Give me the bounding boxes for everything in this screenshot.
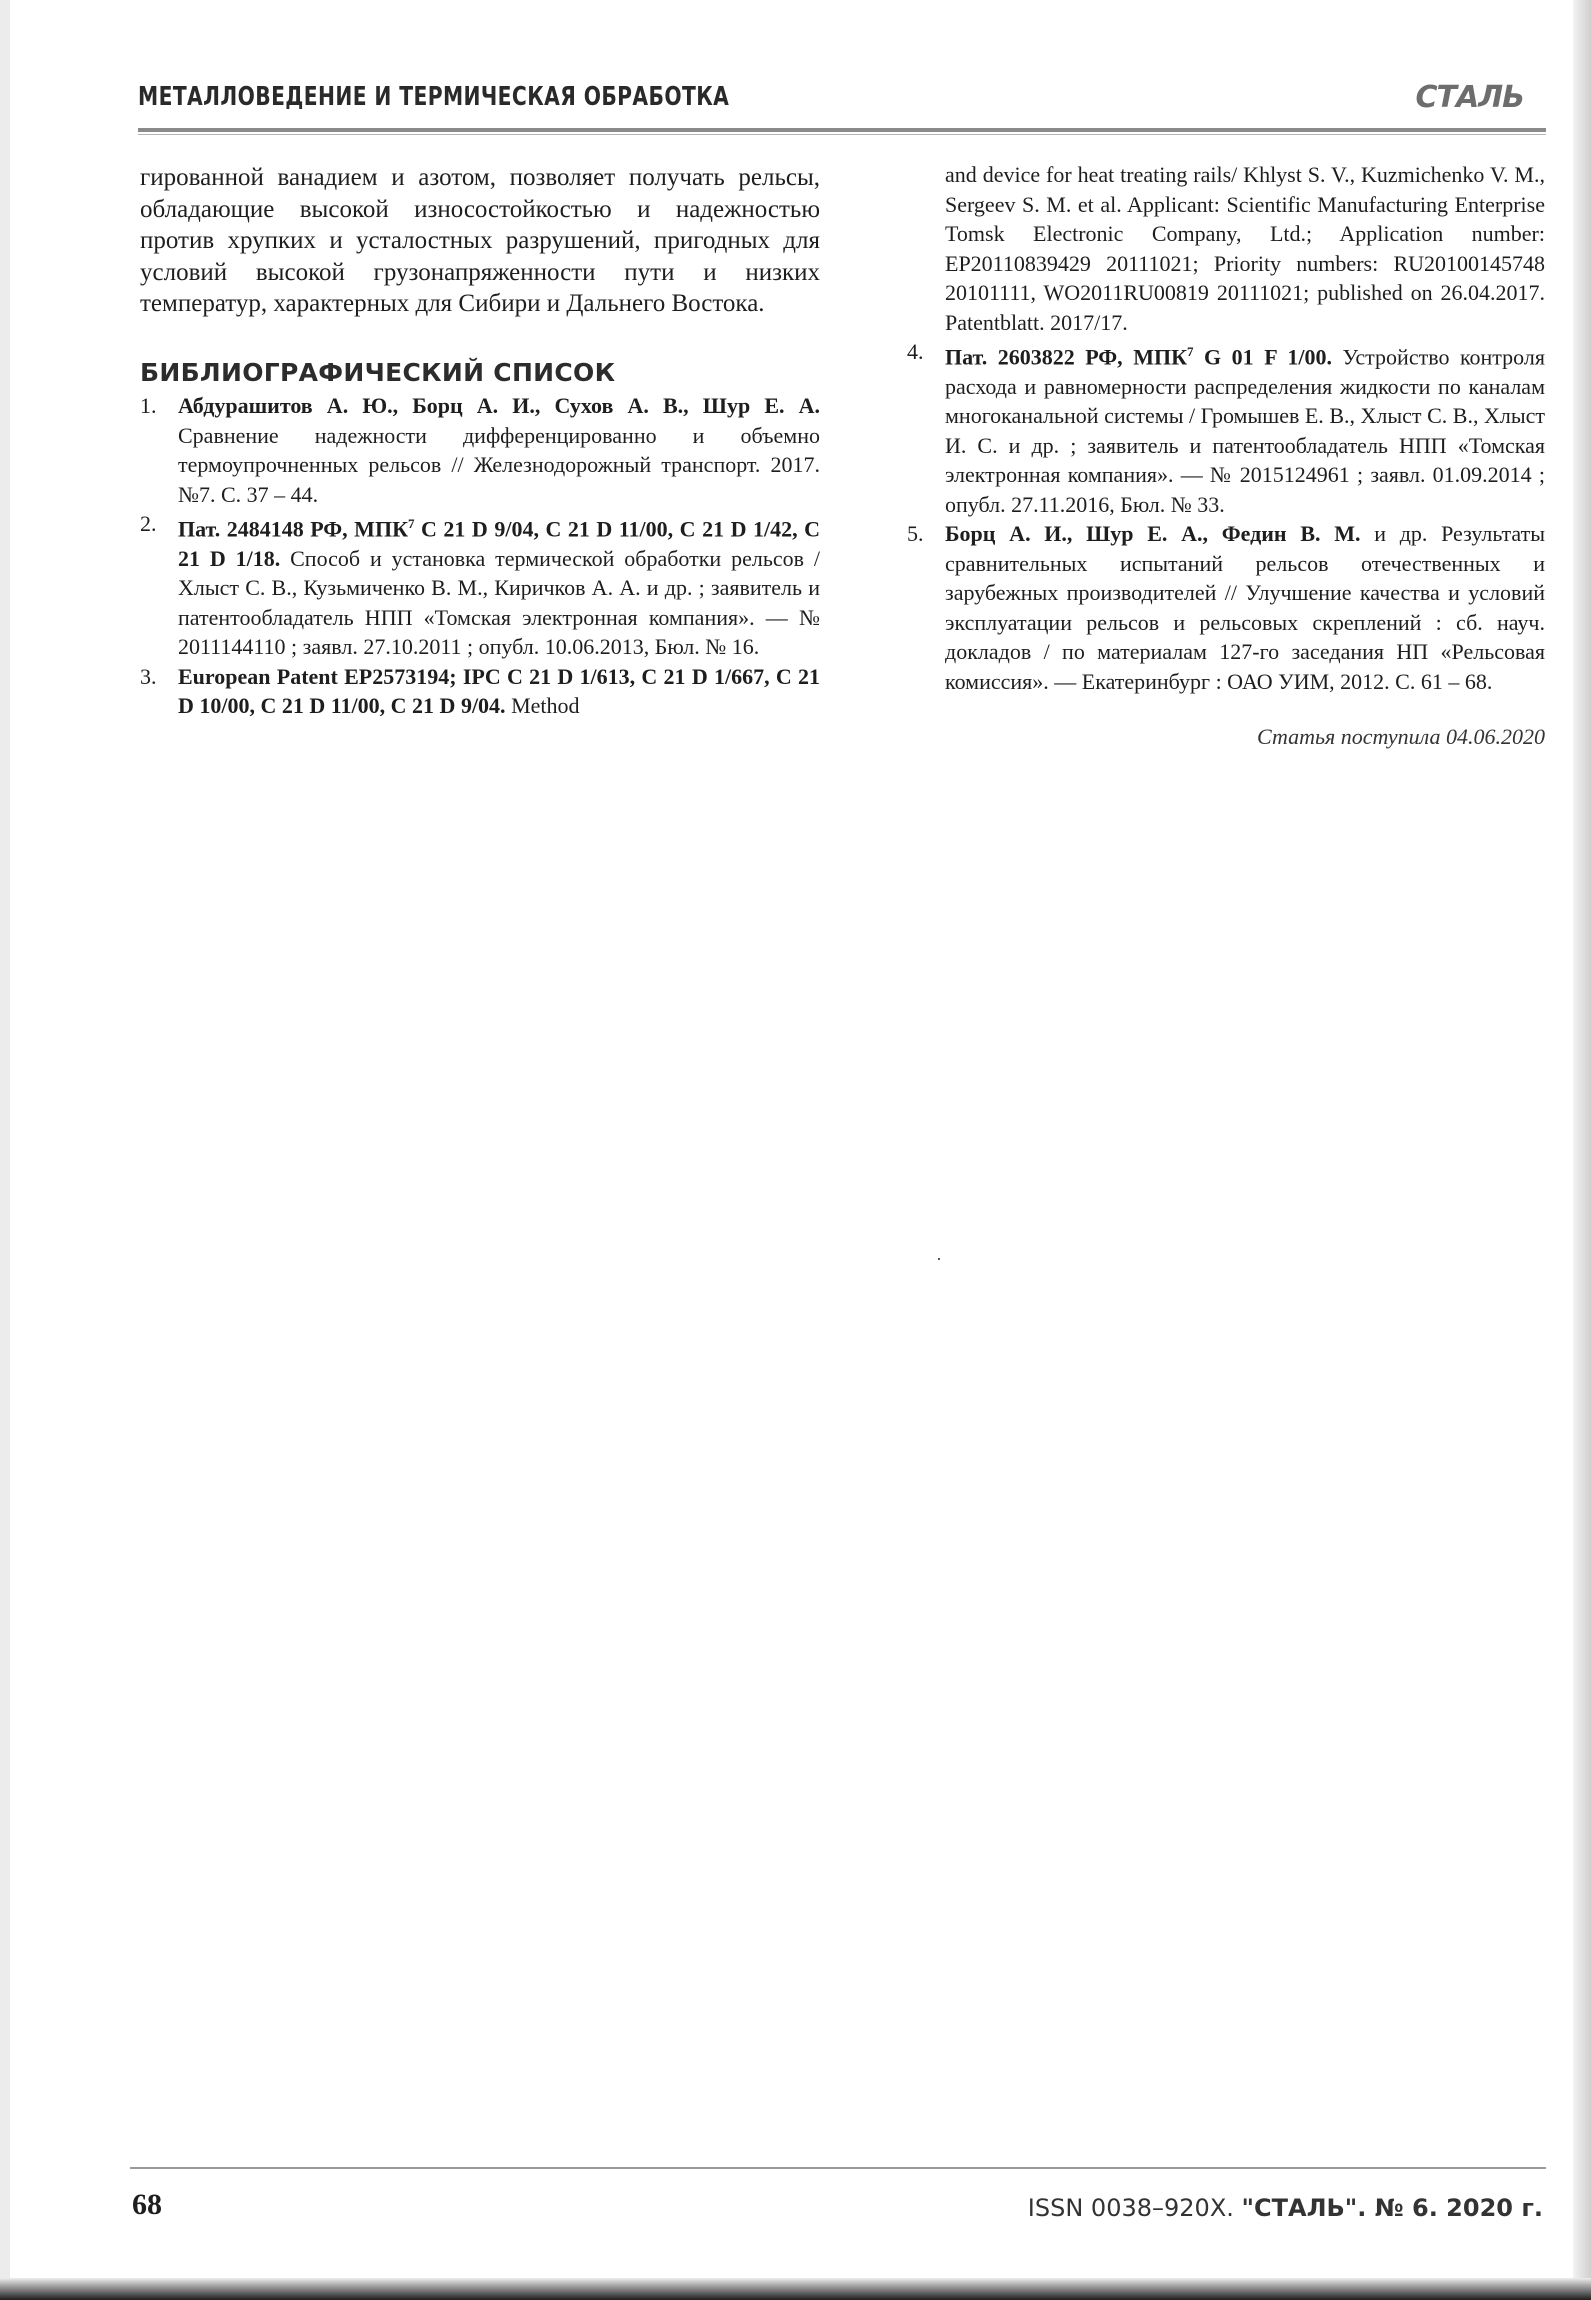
reference-text: Устройство контроля расхода и равномерности распределения жидкости по каналам многоканальной системы / Громышев Е. В., Хлыст С. В., Хлыст И. С. и др. ; заявитель и патентообладатель НПП «Томская электронная компания». — № 2015124961 ; заявл. 01.09.2014 ; опубл. 27.11.2016, Бюл. № 33. bbox=[945, 344, 1545, 517]
page-bottom-edge bbox=[0, 2278, 1591, 2300]
reference-sup: 7 bbox=[1187, 344, 1194, 359]
reference-number: 4. bbox=[907, 339, 924, 364]
right-column bbox=[907, 160, 1545, 752]
reference-item bbox=[907, 519, 1545, 696]
left-column bbox=[140, 162, 820, 721]
reference-text: Способ и установка термической обработки рельсов / Хлыст С. В., Кузьмиченко В. М., Киричков А. А. и др. ; заявитель и патентообладатель НПП «Томская электронная компания». — № 2011144110 ; заявл. 27.10.2011 ; опубл. 10.06.2013, Бюл. № 16. bbox=[178, 545, 820, 660]
reference-number: 5. bbox=[907, 521, 924, 547]
reference-patent: Пат. 2603822 РФ, МПК bbox=[945, 344, 1188, 370]
reference-sup: 7 bbox=[408, 516, 415, 531]
reference-number: 1. bbox=[140, 393, 157, 418]
reference-item bbox=[140, 509, 820, 662]
reference-continuation: and device for heat treating rails/ Khlyst S. V., Kuzmichenko V. M., Sergeev S. M. et al. Applicant: Scientific Manufacturing Enterprise Tomsk Electronic Company, Ltd.; Application number: EP20110839429 20111021; Priority numbers: RU20100145748 20101111, WO2011RU00819 20111021; published on 26.04.2017. Patentblatt. 2017/17. bbox=[945, 162, 1545, 335]
reference-item bbox=[140, 662, 820, 721]
reference-item bbox=[140, 391, 820, 509]
footer-journal-issue: "СТАЛЬ". № 6. 2020 г. bbox=[1241, 2194, 1543, 2222]
bibliography-title: БИБЛИОГРАФИЧЕСКИЙ СПИСОК bbox=[140, 357, 616, 387]
footer-issn: ISSN 0038–920X. bbox=[1027, 2194, 1242, 2222]
reference-text: Method bbox=[505, 693, 580, 719]
header-rule-thin bbox=[138, 134, 1546, 135]
footer-rule bbox=[130, 2167, 1546, 2169]
received-date: Статья поступила 04.06.2020 bbox=[1257, 724, 1545, 750]
reference-text: Сравнение надежности дифференцированно и объемно термоупрочненных рельсов // Железнодорожный транспорт. 2017. №7. С. 37 – 44. bbox=[178, 422, 820, 507]
scan-speck bbox=[938, 1258, 940, 1260]
header-rule bbox=[138, 128, 1546, 132]
reference-text: и др. Результаты сравнительных испытаний рельсов отечественных и зарубежных производителей // Улучшение качества и условий эксплуатации рельсов и рельсовых скреплений : сб. науч. докладов / по материалам 127-го заседания НП «Рельсовая комиссия». — Екатеринбург : ОАО УИМ, 2012. С. 61 – 68. bbox=[945, 521, 1546, 694]
reference-authors: Абдурашитов А. Ю., Борц А. И., Сухов А. В., Шур Е. А. bbox=[178, 393, 820, 418]
reference-patent-classes: C 21 D 9/04, C 21 D 11/00, C 21 D 1/42, C 21 D 1/18. bbox=[178, 516, 820, 571]
page-right-edge bbox=[1573, 0, 1591, 2300]
footer-journal-info bbox=[1028, 2194, 1543, 2222]
reference-patent: Пат. 2484148 РФ, МПК bbox=[178, 516, 409, 542]
page-number: 68 bbox=[132, 2188, 162, 2221]
body-paragraph: гированной ванадием и азотом, позволяет получать рельсы, обладающие высокой износостойкостью и надежностью против хрупких и усталостных разрушений, пригодных для условий высокой грузонапряженности пути и низких температур, характерных для Сибири и Дальнего Востока. bbox=[140, 164, 820, 317]
page-left-edge bbox=[0, 0, 10, 2300]
reference-patent: European Patent EP2573194; IPC C 21 D 1/613, C 21 D 1/667, C 21 D 10/00, C 21 D 11/00, C 21 D 9/04. bbox=[178, 663, 820, 719]
running-header bbox=[138, 78, 1546, 130]
reference-number: 2. bbox=[140, 511, 157, 536]
section-heading: МЕТАЛЛОВЕДЕНИЕ И ТЕРМИЧЕСКАЯ ОБРАБОТКА bbox=[138, 82, 730, 112]
reference-item-continued bbox=[907, 160, 1545, 337]
reference-patent-classes: G 01 F 1/00. bbox=[1193, 344, 1332, 370]
reference-item bbox=[907, 337, 1545, 519]
journal-logo: СТАЛЬ bbox=[1415, 80, 1524, 115]
reference-number: 3. bbox=[140, 663, 157, 689]
reference-authors: Борц А. И., Шур Е. А., Федин В. М. bbox=[945, 521, 1361, 547]
